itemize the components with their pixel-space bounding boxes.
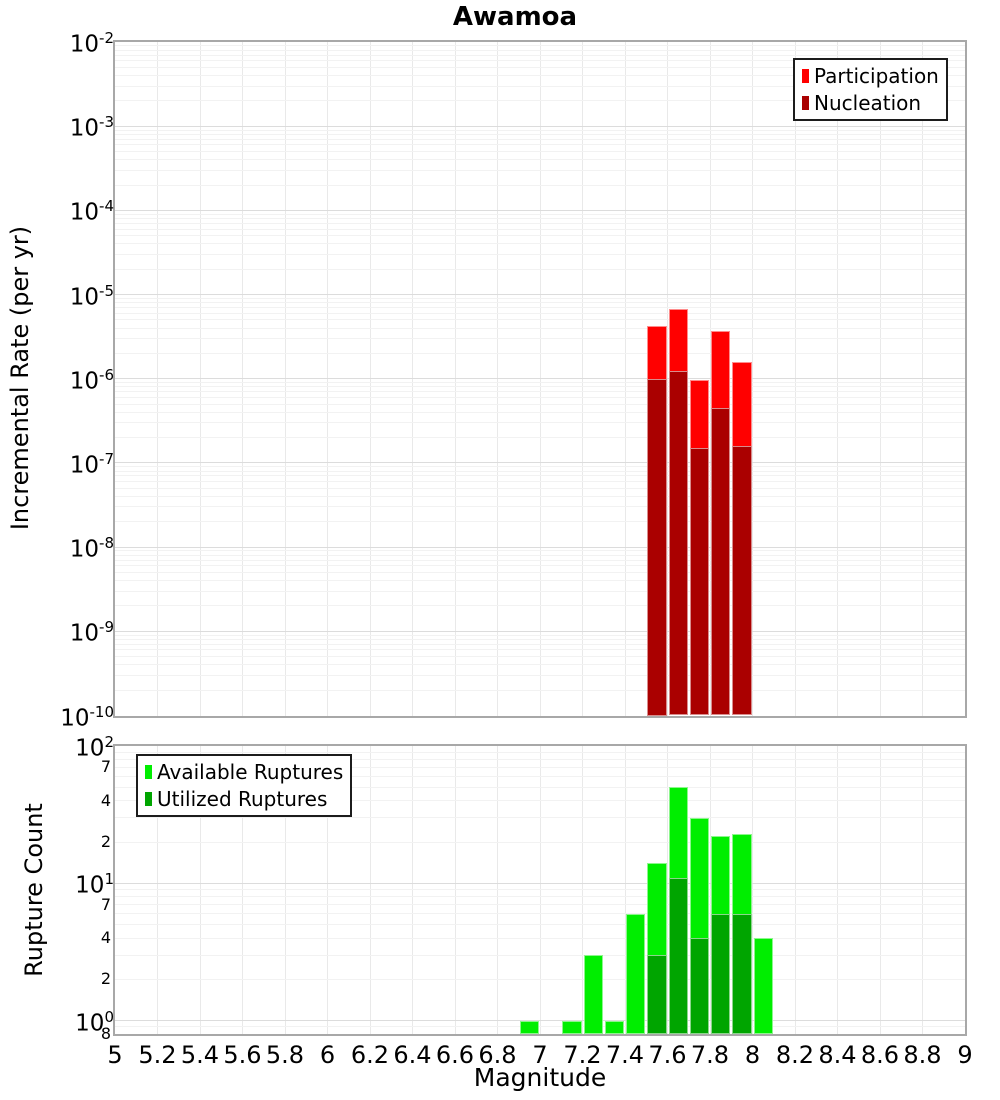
y-tick-label: $10^2$ (75, 733, 114, 762)
x-tick-label: 6 (319, 1041, 336, 1069)
y-tick-minor-label: 4 (100, 928, 111, 947)
x-axis-title: Magnitude (473, 1063, 607, 1092)
legend-item-nucleation (802, 91, 939, 115)
y-tick-label: $10^0$ (75, 1007, 114, 1037)
x-tick-label: 6.6 (435, 1041, 475, 1069)
legend-rate-chart (793, 58, 948, 121)
x-tick-label: 5.4 (180, 1041, 220, 1069)
participation-swatch-icon (802, 69, 809, 83)
x-tick-label: 8.4 (818, 1041, 857, 1069)
y-tick-label: $10^1$ (75, 870, 114, 899)
utilized-ruptures-swatch-icon (145, 792, 152, 806)
x-tick-label: 7.8 (690, 1041, 730, 1069)
x-tick-label: 7.4 (605, 1041, 645, 1069)
x-tick-label: 5 (107, 1041, 123, 1069)
x-tick-label: 8 (744, 1041, 761, 1069)
y-tick-minor-label: 4 (100, 790, 111, 810)
x-tick-label: 8.8 (903, 1041, 942, 1069)
x-tick-label: 9 (957, 1041, 973, 1069)
x-tick-label: 6.4 (393, 1041, 432, 1069)
legend-count-chart (136, 754, 352, 817)
y-tick-minor-label: 8 (100, 1024, 111, 1043)
y-tick-minor-label: 7 (100, 757, 111, 777)
x-tick-label: 7.6 (648, 1041, 687, 1069)
legend-label-utilized-ruptures: Utilized Ruptures (157, 787, 328, 811)
y-tick-label: $10^{-7}$ (69, 449, 114, 479)
y-tick-label: $10^{-2}$ (69, 29, 114, 58)
y-tick-label: $10^{-8}$ (69, 534, 114, 563)
y-tick-minor-label: 7 (100, 894, 111, 914)
legend-item-available-ruptures (145, 760, 343, 784)
x-tick-label: 6.8 (478, 1041, 517, 1069)
legend-label-participation: Participation (814, 64, 939, 88)
x-tick-label: 8.6 (860, 1041, 900, 1069)
panel-frame (113, 40, 967, 718)
x-tick-label: 5.6 (223, 1041, 262, 1069)
bottom-y-axis-title: Rupture Count (20, 803, 48, 977)
x-tick-label: 6.2 (350, 1041, 390, 1069)
legend-item-utilized-ruptures (145, 787, 343, 811)
y-tick-minor-label: 2 (100, 832, 111, 851)
y-tick-label: $10^{-9}$ (69, 618, 114, 647)
x-tick-label: 7.2 (563, 1041, 602, 1069)
available-ruptures-swatch-icon (145, 765, 152, 779)
legend-label-available-ruptures: Available Ruptures (157, 760, 344, 784)
chart-title: Awamoa (452, 2, 578, 32)
y-tick-label: $10^{-4}$ (69, 197, 114, 227)
y-tick-label: $10^{-3}$ (69, 113, 114, 142)
y-tick-minor-label: 2 (100, 969, 111, 989)
x-tick-label: 5.8 (265, 1041, 305, 1069)
x-tick-label: 7 (532, 1041, 548, 1069)
top-y-axis-title: Incremental Rate (per yr) (6, 225, 34, 531)
y-tick-label: $10^{-6}$ (69, 365, 114, 395)
nucleation-swatch-icon (802, 96, 809, 110)
y-tick-label: $10^{-5}$ (69, 281, 114, 311)
legend-item-participation (802, 64, 939, 88)
x-tick-label: 5.2 (138, 1041, 177, 1069)
y-tick-label: $10^{-10}$ (60, 702, 114, 732)
legend-label-nucleation: Nucleation (814, 91, 922, 115)
x-tick-label: 8.2 (775, 1041, 815, 1069)
